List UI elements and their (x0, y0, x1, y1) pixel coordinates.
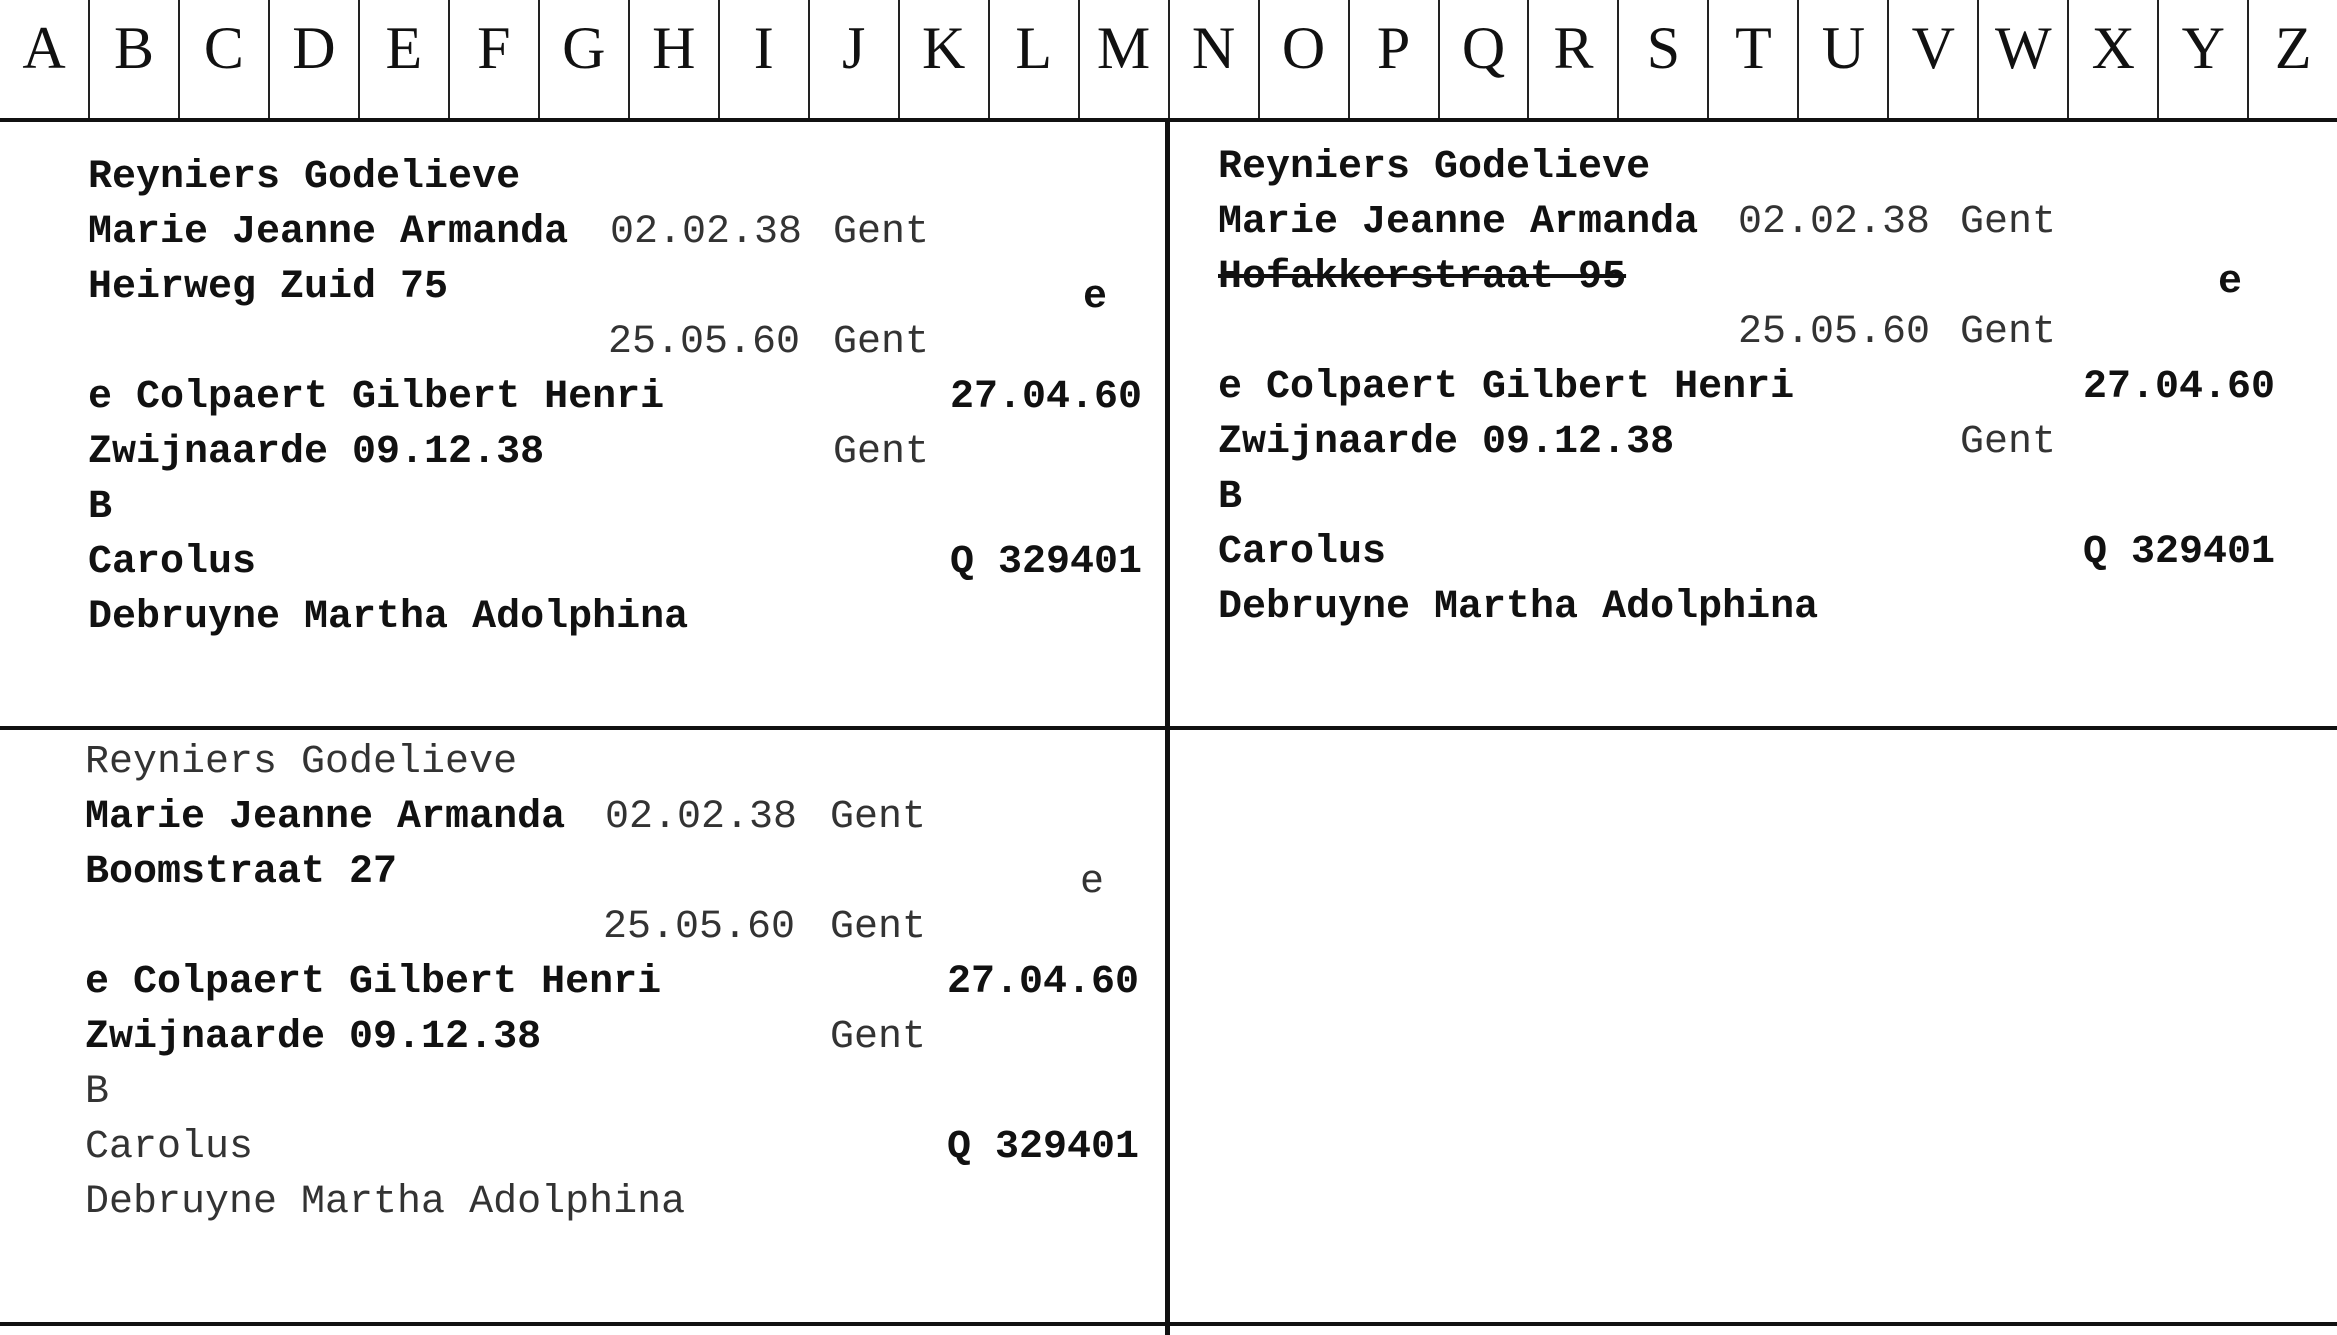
spouse-place: Gent (830, 1015, 927, 1060)
index-letter-x[interactable]: X (2069, 0, 2159, 118)
event-place: Gent (1960, 310, 2057, 355)
code-b: B (88, 485, 113, 530)
spouse-line: e Colpaert Gilbert Henri (85, 960, 662, 1005)
given-names: Marie Jeanne Armanda (85, 795, 566, 840)
event-place: Gent (830, 905, 927, 950)
reference-number: Q 329401 (2083, 530, 2276, 575)
index-letter-y[interactable]: Y (2159, 0, 2249, 118)
index-letter-g[interactable]: G (540, 0, 630, 118)
index-letter-z[interactable]: Z (2274, 15, 2312, 81)
record-card-1[interactable] (88, 150, 1158, 710)
carolus-line: Carolus (85, 1125, 254, 1170)
event-date: 25.05.60 (603, 905, 796, 950)
given-names: Marie Jeanne Armanda (88, 210, 569, 255)
spouse-line: e Colpaert Gilbert Henri (1218, 365, 1795, 410)
birth-date: 02.02.38 (1738, 200, 1931, 245)
given-names: Marie Jeanne Armanda (1218, 200, 1699, 245)
spouse-line: e Colpaert Gilbert Henri (88, 375, 665, 420)
index-letter-t[interactable]: T (1709, 0, 1799, 118)
index-letter-m[interactable]: M (1080, 0, 1170, 118)
index-letter-n[interactable]: N (1170, 0, 1260, 118)
name-line: Reyniers Godelieve (1218, 145, 1651, 190)
index-letter-o[interactable]: O (1260, 0, 1350, 118)
reference-number: Q 329401 (950, 540, 1143, 585)
spouse-birth: Zwijnaarde 09.12.38 (1218, 420, 1675, 465)
index-letter-d[interactable]: D (270, 0, 360, 118)
index-letter-v[interactable]: V (1889, 0, 1979, 118)
index-letter-h[interactable]: H (630, 0, 720, 118)
name-line: Reyniers Godelieve (85, 740, 518, 785)
carolus-line: Carolus (1218, 530, 1387, 575)
date-right: 27.04.60 (950, 375, 1143, 420)
index-letter-r[interactable]: R (1529, 0, 1619, 118)
mother-line: Debruyne Martha Adolphina (1218, 585, 1819, 630)
code-b: B (85, 1070, 110, 1115)
marker-e: e (1080, 860, 1105, 905)
empty-card-slot (1175, 732, 2325, 1317)
index-letter-i[interactable]: I (720, 0, 810, 118)
spouse-birth: Zwijnaarde 09.12.38 (85, 1015, 542, 1060)
carolus-line: Carolus (88, 540, 257, 585)
spouse-place: Gent (833, 430, 930, 475)
index-letter-q[interactable]: Q (1440, 0, 1530, 118)
index-letter-a[interactable]: A (0, 0, 90, 118)
mother-line: Debruyne Martha Adolphina (88, 595, 689, 640)
event-date: 25.05.60 (1738, 310, 1931, 355)
birth-place: Gent (1960, 200, 2057, 245)
code-b: B (1218, 475, 1243, 520)
index-letter-j[interactable]: J (810, 0, 900, 118)
address: Boomstraat 27 (85, 850, 398, 895)
index-letter-b[interactable]: B (90, 0, 180, 118)
address-struck: Hofakkerstraat 95 (1218, 255, 1627, 300)
event-place: Gent (833, 320, 930, 365)
name-line: Reyniers Godelieve (88, 155, 521, 200)
index-letter-c[interactable]: C (180, 0, 270, 118)
marker-e: e (1083, 275, 1108, 320)
birth-date: 02.02.38 (605, 795, 798, 840)
index-letter-f[interactable]: F (450, 0, 540, 118)
mother-line: Debruyne Martha Adolphina (85, 1180, 686, 1225)
index-letter-u[interactable]: U (1799, 0, 1889, 118)
date-right: 27.04.60 (947, 960, 1140, 1005)
index-letter-l[interactable]: L (990, 0, 1080, 118)
spouse-birth: Zwijnaarde 09.12.38 (88, 430, 545, 475)
record-card-2[interactable] (1218, 140, 2318, 700)
card-divider-bottom (0, 1322, 2337, 1326)
record-card-3[interactable] (85, 735, 1155, 1295)
reference-number: Q 329401 (947, 1125, 1140, 1170)
birth-date: 02.02.38 (610, 210, 803, 255)
index-letter-p[interactable]: P (1350, 0, 1440, 118)
card-divider-horizontal (0, 726, 2337, 730)
index-letter-k[interactable]: K (900, 0, 990, 118)
index-letter-w[interactable]: W (1979, 0, 2069, 118)
spouse-place: Gent (1960, 420, 2057, 465)
index-letter-s[interactable]: S (1619, 0, 1709, 118)
birth-place: Gent (830, 795, 927, 840)
birth-place: Gent (833, 210, 930, 255)
index-letter-e[interactable]: E (360, 0, 450, 118)
date-right: 27.04.60 (2083, 365, 2276, 410)
alphabet-index (0, 0, 2337, 122)
marker-e: e (2218, 260, 2243, 305)
address: Heirweg Zuid 75 (88, 265, 449, 310)
event-date: 25.05.60 (608, 320, 801, 365)
